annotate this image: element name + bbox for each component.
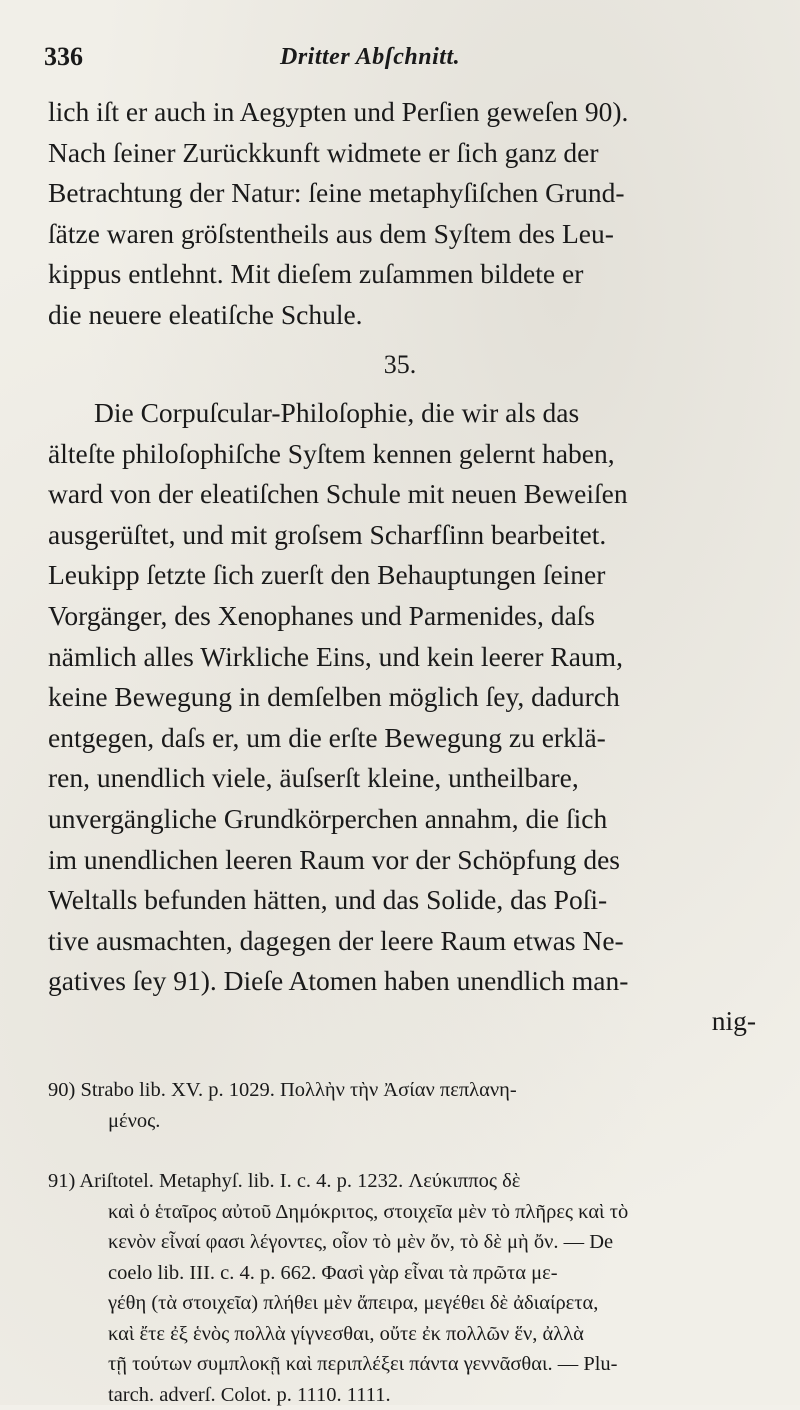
text-line: entgegen, daſs er, um die erſte Bewegung zu erklä-: [48, 718, 760, 759]
text-line: Betrachtung der Natur: ſeine metaphyſiſchen Grund-: [48, 173, 760, 214]
footnote-line: καὶ ἔτε ἐξ ἑνὸς πολλὰ γίγνεσθαι, οὔτε ἐκ πολλῶν ἕν, ἀλλὰ: [48, 1319, 760, 1350]
footnote-line: κενὸν εἶναί φασι λέγοντες, οἷον τὸ μὲν ὄν, τὸ δὲ μὴ ὄν. — De: [48, 1227, 760, 1258]
footnotes: [48, 1075, 760, 1410]
text-line: lich iſt er auch in Aegypten und Perſien geweſen 90).: [48, 92, 760, 133]
section-number: 35.: [0, 350, 800, 380]
paragraph-2: [48, 393, 760, 1002]
footnote-91: [48, 1166, 760, 1410]
running-head: Dritter Abſchnitt.: [280, 44, 460, 71]
text-line: unvergängliche Grundkörperchen annahm, die ſich: [48, 799, 760, 840]
text-line: tive ausmachten, dagegen der leere Raum etwas Ne-: [48, 921, 760, 962]
text-line: ausgerüſtet, und mit groſsem Scharfſinn bearbeitet.: [48, 515, 760, 556]
catchword: nig-: [712, 1005, 756, 1037]
text-line: keine Bewegung in demſelben möglich ſey, dadurch: [48, 677, 760, 718]
footnote-line: γέθη (τὰ στοιχεῖα) πλήθει μὲν ἄπειρα, μεγέθει δὲ ἀδιαίρετα,: [48, 1288, 760, 1319]
page-number: 336: [44, 42, 83, 72]
text-line: die neuere eleatiſche Schule.: [48, 295, 760, 336]
paragraph-1: [48, 92, 760, 336]
text-line: kippus entlehnt. Mit dieſem zuſammen bildete er: [48, 254, 760, 295]
text-line: ren, unendlich viele, äuſserſt kleine, untheilbare,: [48, 758, 760, 799]
text-line: Nach ſeiner Zurückkunft widmete er ſich ganz der: [48, 133, 760, 174]
text-line: älteſte philoſophiſche Syſtem kennen gelernt haben,: [48, 434, 760, 475]
text-line: Die Corpuſcular-Philoſophie, die wir als das: [48, 393, 760, 434]
text-line: Weltalls befunden hätten, und das Solide, das Poſi-: [48, 880, 760, 921]
text-line: nämlich alles Wirkliche Eins, und kein leerer Raum,: [48, 637, 760, 678]
text-line: Leukipp ſetzte ſich zuerſt den Behauptungen ſeiner: [48, 555, 760, 596]
footnote-line: τῇ τούτων συμπλοκῇ καὶ περιπλέξει πάντα γεννᾶσθαι. — Plu-: [48, 1349, 760, 1380]
footnote-line: μένος.: [48, 1106, 760, 1137]
footnote-90: [48, 1075, 760, 1136]
text-line: gatives ſey 91). Dieſe Atomen haben unendlich man-: [48, 961, 760, 1002]
footnote-line: tarch. adverſ. Colot. p. 1110. 1111.: [48, 1380, 760, 1410]
page-header: [40, 38, 760, 78]
text-line: ward von der eleatiſchen Schule mit neuen Beweiſen: [48, 474, 760, 515]
footnote-line: 91) Ariſtotel. Metaphyſ. lib. I. c. 4. p. 1232. Λεύκιππος δὲ: [48, 1166, 760, 1197]
text-line: Vorgänger, des Xenophanes und Parmenides, daſs: [48, 596, 760, 637]
footnote-line: καὶ ὁ ἑταῖρος αὐτοῦ Δημόκριτος, στοιχεῖα μὲν τὸ πλῆρες καὶ τὸ: [48, 1197, 760, 1228]
footnote-line: coelo lib. III. c. 4. p. 662. Φασὶ γὰρ εἶναι τὰ πρῶτα με-: [48, 1258, 760, 1289]
footnote-line: 90) Strabo lib. XV. p. 1029. Πολλὴν τὴν Ἀσίαν πεπλανη-: [48, 1075, 760, 1106]
text-line: ſätze waren gröſstentheils aus dem Syſtem des Leu-: [48, 214, 760, 255]
text-line: im unendlichen leeren Raum vor der Schöpfung des: [48, 840, 760, 881]
